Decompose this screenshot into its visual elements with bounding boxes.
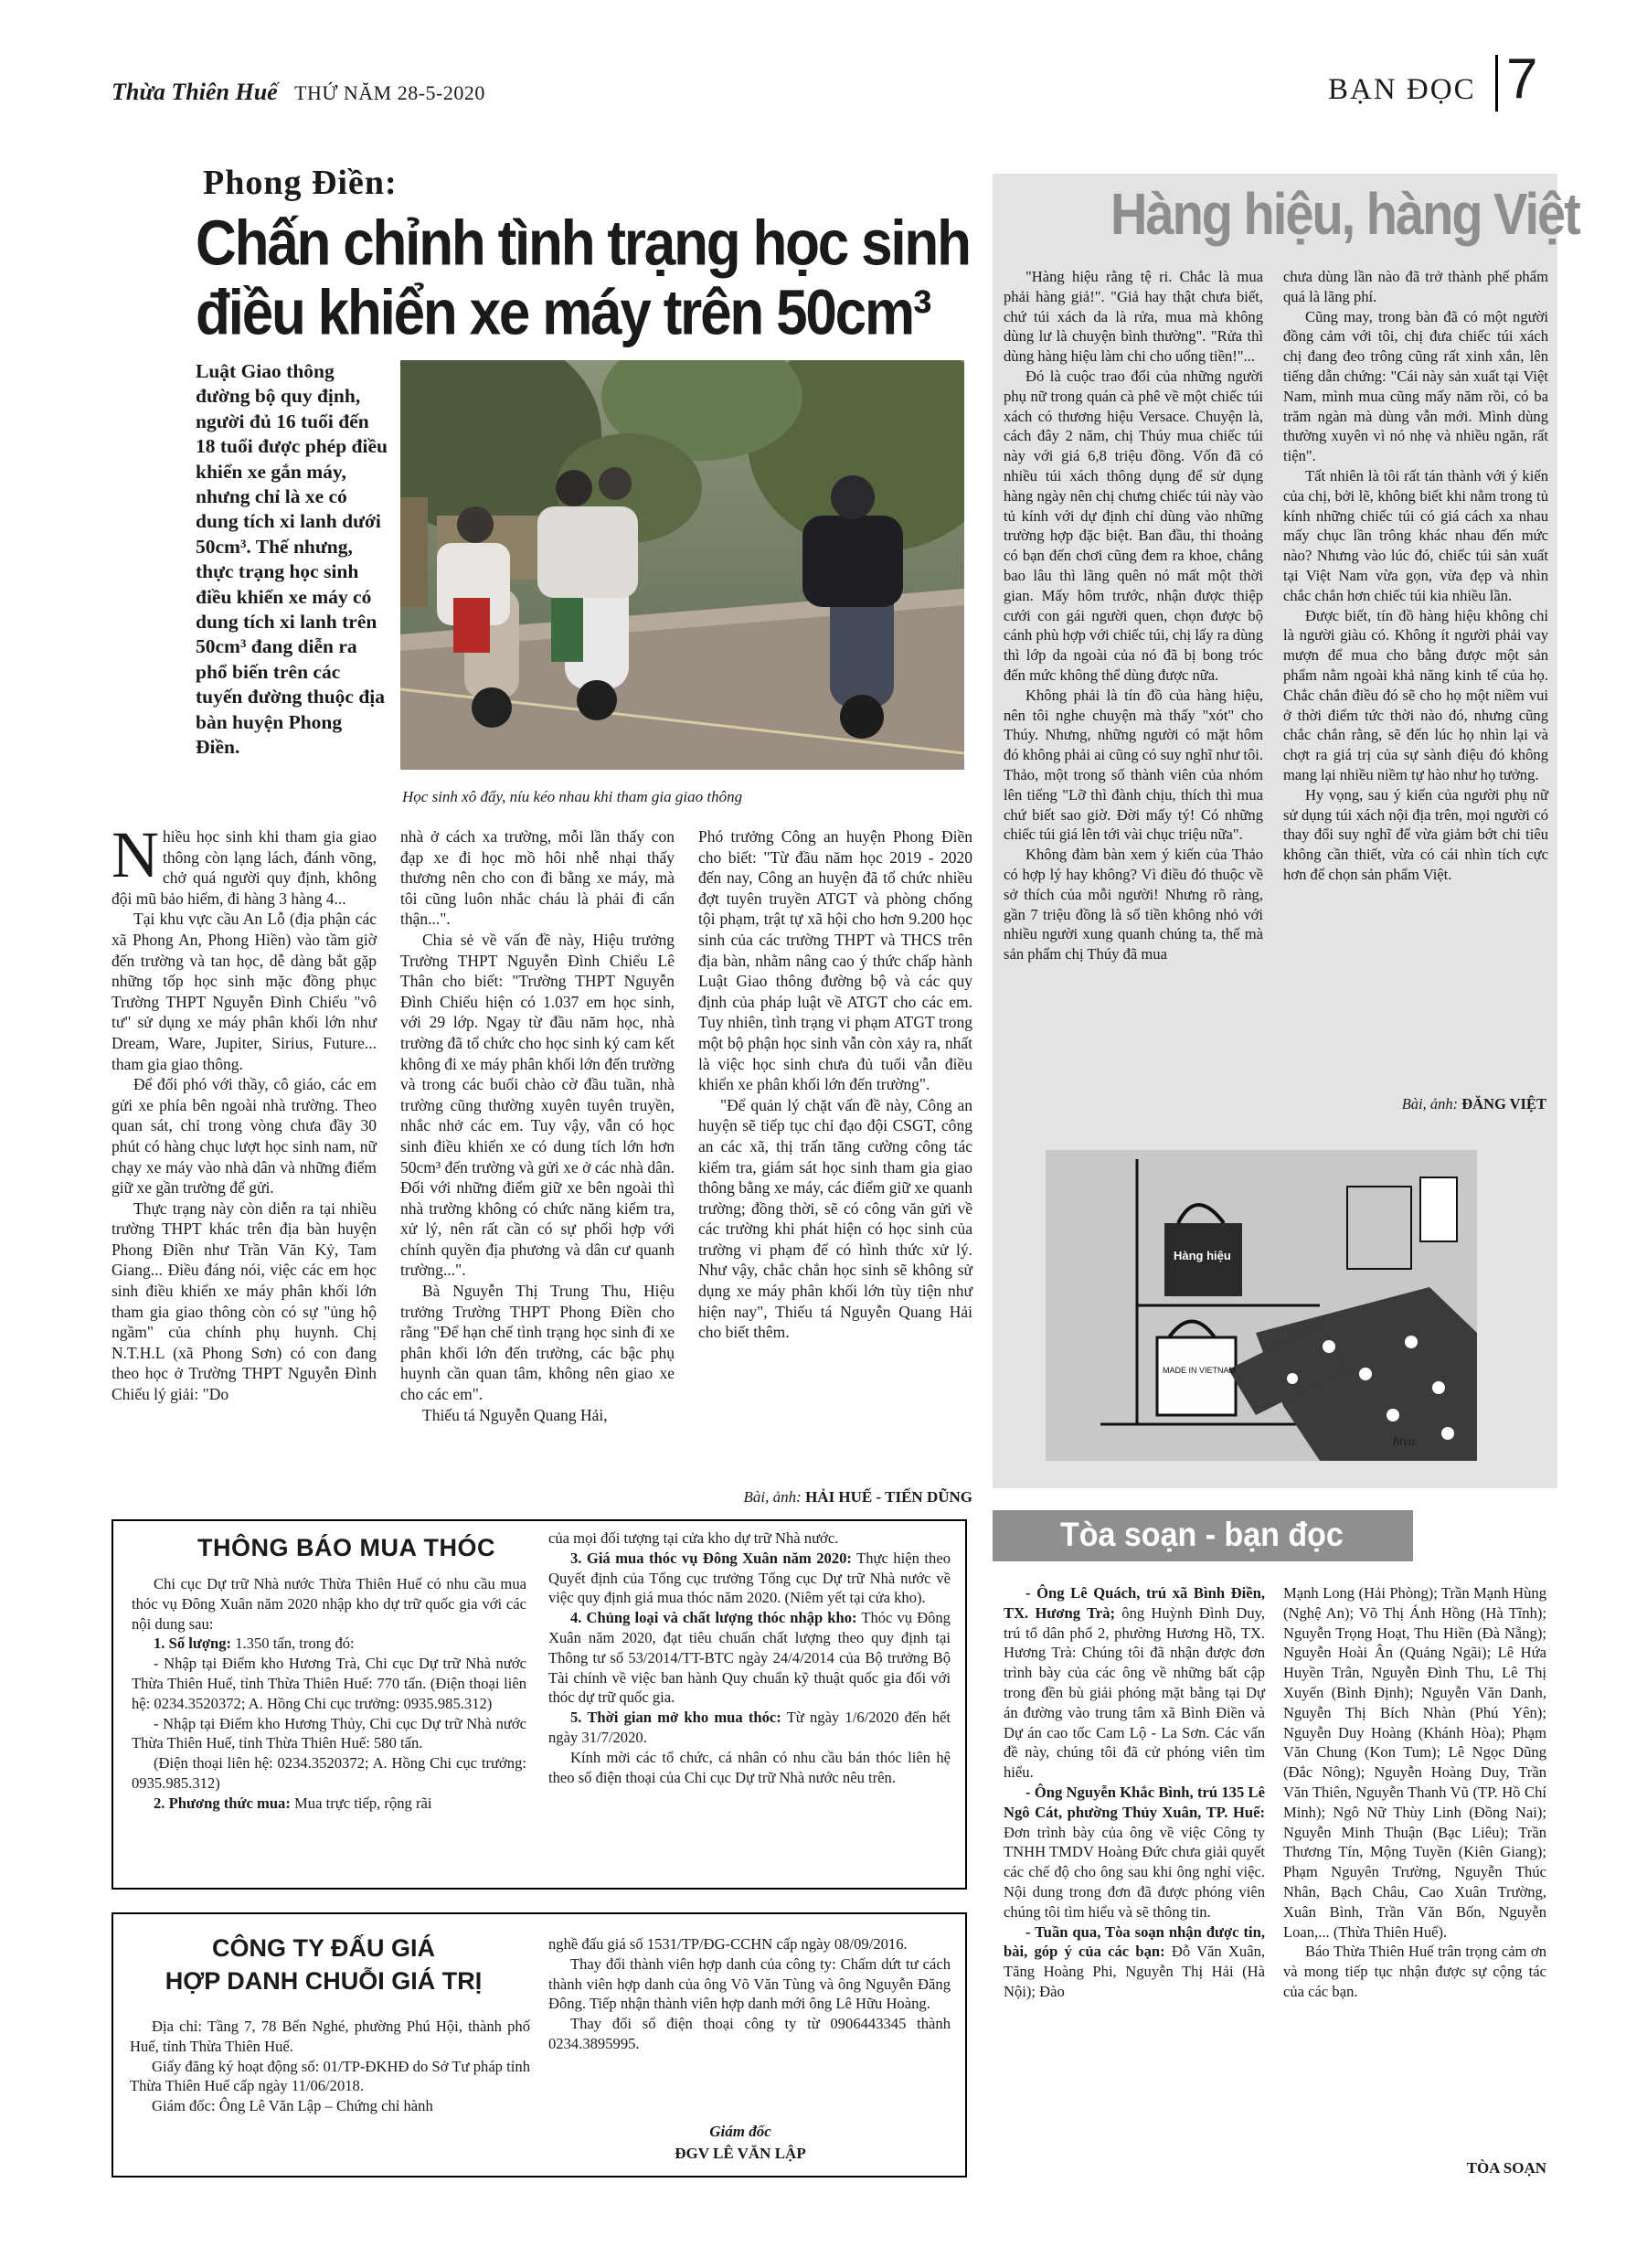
article-paragraph: Phó trưởng Công an huyện Phong Điền cho biết: "Từ đầu năm học 2019 - 2020 đến nay, Công an huyện đã tổ chức nhiều đợt tuyên truyền ATGT và phòng chống tội phạm, trật tự xã hội cho hơn 9.200 học sinh của các trường THPT và THCS trên địa bàn, nhằm nâng cao ý thức chấp hành Luật Giao thông đường bộ và các quy định của pháp luật về ATGT cho các em. Tuy nhiên, tình trạng vi phạm ATGT trong một bộ phận học sinh vẫn còn xảy ra, nhất là việc học sinh chưa đủ tuổi vẫn điều khiển xe phân khối lớn đến trường". (698, 827, 972, 1094)
illustration-signature: htvu (1393, 1435, 1416, 1449)
byline-authors: HẢI HUẾ - TIẾN DŨNG (805, 1488, 972, 1506)
editorial-entry (1004, 1583, 1265, 1783)
article-column-3 (698, 826, 972, 1343)
notice-paragraph: - Nhập tại Điểm kho Hương Thủy, Chi cục Dự trữ Nhà nước Thừa Thiên Huế, tỉnh Thừa Thiên Huế: 580 tấn. (132, 1714, 526, 1752)
byline-label: Bài, ảnh: (743, 1488, 802, 1506)
notice-rice-title: THÔNG BÁO MUA THÓC (197, 1534, 495, 1561)
notice-paragraph: Thay đổi số điện thoại công ty từ 0906443345 thành 0234.3895995. (548, 2015, 951, 2052)
article-title-line1: Chấn chỉnh tình trạng học sinh (196, 208, 970, 280)
section-name: BẠN ĐỌC (1328, 73, 1476, 106)
sidebar-paragraph: Đó là cuộc trao đổi của những người phụ nữ trong quán cà phê về một chiếc túi xách có thương hiệu Versace. Chuyện là, cách đây 2 năm, chị Thúy mua chiếc túi này với giá 6,8 triệu đồng. Vốn đã có nhiều túi xách thông dụng để sử dụng hàng ngày nên chị chưng chiếc túi này vào tủ kính với dự định chỉ dùng vào những trường hợp đặc biệt. Ban đầu, thi thoảng có bạn đến chơi cũng đem ra khoe, chẳng bao lâu thì lãng quên nó mất một thời gian. Mấy hôm trước, nhận được thiệp cưới con gái người quen, chọn được bộ cánh phù hợp với chiếc túi, chị lấy ra dùng thì lớp da ngoài của nó đã bị bong tróc đến mức không thể dùng được nữa. (1004, 367, 1263, 684)
auction-sign-name: ĐGV LÊ VĂN LẬP (675, 2145, 806, 2162)
editorial-text: ông Huỳnh Đình Duy, trú tổ dân phố 2, phường Hương Hồ, TX. Hương Trà: Chúng tôi đã nhận được đơn trình bày của các ông về những bất cập trong đền bù giải phóng mặt bằng tại Dự án đường vào trung tâm xã Bình Điền và Dự án cao tốc Cam Lộ - La Sơn. Các vấn đề này, chúng tôi đã cử phóng viên tìm hiểu. (1004, 1603, 1265, 1782)
notice-paragraph: Kính mời các tổ chức, cá nhân có nhu cầu bán thóc liên hệ theo số điện thoại của Chi cục Dự trữ Nhà nước nêu trên. (548, 1748, 951, 1786)
drop-cap: N (112, 818, 159, 891)
notice-paragraph (548, 1608, 951, 1708)
editorial-entry (1004, 1922, 1265, 2002)
article-kicker: Phong Điền: (203, 164, 398, 202)
illustration-bag2-label: MADE IN VIETNAM (1163, 1366, 1237, 1375)
editorial-title: Tòa soạn - bạn đọc (1060, 1516, 1344, 1554)
article-photo (400, 360, 964, 770)
sidebar-paragraph: Tất nhiên là tôi rất tán thành với ý kiến của chị, bởi lẽ, không biết khi nằm trong tủ kính những chiếc túi có giá cách xa nhau mấy chục lần trông khác nhau đến mức nào? Nhưng vào lúc đó, chiếc túi sản xuất tại Việt Nam vừa gọn, vừa đẹp và nhìn chắc chắn hơn chiếc túi kia nhiều lần. (1283, 466, 1548, 604)
notice-heading: 5. Thời gian mở kho mua thóc: (570, 1709, 781, 1727)
editorial-entry (1004, 1783, 1265, 1922)
article-paragraph: Chia sẻ về vấn đề này, Hiệu trưởng Trường THPT Nguyễn Đình Chiểu Lê Thân cho biết: "Trường THPT Nguyễn Đình Chiểu hiện có 1.037 em học sinh, với 29 lớp. Ngay từ đầu năm học, nhà trường đã tổ chức cho học sinh ký cam kết không đi xe máy phân khối lớn đến trường và trong các buổi chào cờ đầu tuần, nhà trường cũng thường xuyên tuyên truyền, nhắc nhở các em. Tuy vậy, vẫn có học sinh điều khiển xe có dung tích lớn hơn 50cm³ đến trường và gửi xe ở các nhà dân. Đối với những điểm giữ xe bên ngoài thì nhà trường không có chức năng kiểm tra, xử lý, nên rất cần có sự phối hợp với chính quyền địa phương và dân cư quanh trường...". (400, 930, 675, 1280)
auction-sign-title: Giám đốc (709, 2123, 771, 2140)
notice-auction-column-1 (130, 2017, 530, 2116)
sidebar-paragraph: Không phải là tín đồ của hàng hiệu, nên tôi nghe chuyện mà thấy "xót" cho Thúy. Nhưng, những người có mặt hôm đó không phải ai cũng có suy nghĩ như tôi. Thảo, một trong số thành viên của nhóm lên tiếng "Lỡ thì đành chịu, thích thì mua chứ biết sao giờ. Đời mấy tý! Có những chiếc túi giá lên tới vài chục triệu nữa". (1004, 686, 1263, 844)
notice-heading: 4. Chủng loại và chất lượng thóc nhập kho: (570, 1609, 857, 1627)
notice-heading: 3. Giá mua thóc vụ Đông Xuân năm 2020: (570, 1549, 852, 1567)
illustration-bag-label: Hàng hiệu (1174, 1249, 1231, 1262)
notice-auction-box (112, 1912, 967, 2177)
editorial-paragraph: Mạnh Long (Hải Phòng); Trần Mạnh Hùng (Nghệ An); Võ Thị Ánh Hồng (Hà Tĩnh); Nguyễn Trọng Hoạt, Thu Hiền (Đà Nẵng); Nguyễn Hoài Ân (Quảng Ngãi); Lê Hứa Huyền Trân, Nguyễn Đình Thu, Lê Thị Xuyến (Bình Định); Nguyễn Văn Danh, Nguyễn Thị Bích Nhàn (Phú Yên); Nguyễn Duy Hoàng (Khánh Hòa); Phạm Văn Chung (Kon Tum); Lê Ngọc Dũng (Đắc Nông); Nguyễn Hoàng Duy, Trần Văn Thiên, Nguyễn Thanh Vũ (TP. Hồ Chí Minh); Ngô Nữ Thùy Linh (Đồng Nai); Nguyễn Minh Thuận (Bạc Liêu); Trần Thương Tín, Mộng Tuyền (Kiên Giang); Phạm Nguyên Trường, Nguyễn Thúc Nhân, Bạch Châu, Cao Xuân Trường, Xuân Bình, Trần Văn Bốn, Nguyễn Loan,... (Thừa Thiên Huế). (1283, 1584, 1546, 1941)
page-number: 7 (1506, 48, 1538, 111)
page-header (0, 0, 1647, 119)
sidebar-paragraph: Không đàm bàn xem ý kiến của Thảo có hợp lý hay không? Vì điều đó thuộc về sở thích của mỗi người! Nhưng rõ ràng, gần 7 triệu đồng là số tiền không nhỏ với nhiều người xung quanh chúng ta, thế mà sản phẩm chị Thúy đã mua (1004, 846, 1263, 964)
sidebar-title: Hàng hiệu, hàng Việt (1110, 180, 1579, 247)
sidebar-illustration (1046, 1150, 1477, 1461)
article-title-line2: điều khiển xe máy trên 50cm³ (196, 278, 930, 349)
editorial-column-1 (1004, 1583, 1265, 2002)
notice-paragraph (132, 1634, 526, 1654)
sidebar-paragraph: Được biết, tín đồ hàng hiệu không chỉ là người giàu có. Không ít người phải vay mượn để mua cho bằng được một sản phẩm nằm ngoài khả năng kinh tế của họ. Chắc chắn điều đó sẽ cho họ một niềm vui ở thời điểm tức thời nào đó, nhưng cũng chắc chắn rằng, sẽ đến lúc họ nhìn lại và chợt ra giá trị của sự sành điệu đó không mang lại nhiều niềm tự hào như họ tưởng. (1283, 606, 1548, 783)
notice-text: 1.350 tấn, trong đó: (235, 1634, 355, 1653)
notice-heading: 2. Phương thức mua: (154, 1794, 291, 1812)
notice-auction-column-2 (548, 1934, 951, 2054)
byline-author: ĐĂNG VIỆT (1461, 1095, 1546, 1113)
article-paragraph: Thực trạng này còn diễn ra tại nhiều trường THPT khác trên địa bàn huyện Phong Điền như Trần Văn Kỷ, Tam Giang... Điều đáng nói, việc các em học sinh điều khiển xe máy phân khối lớn tham gia giao thông còn có sự "ủng hộ ngầm" của chính phụ huynh. Chị N.T.H.L (xã Phong Sơn) có con đang theo học ở Trường THPT Nguyễn Đình Chiểu lý giải: "Do (112, 1198, 377, 1404)
notice-paragraph: Thay đổi thành viên hợp danh của công ty: Chấm dứt tư cách thành viên hợp danh của ông Võ Văn Tùng và ông Nguyễn Đăng Đông. Tiếp nhận thành viên hợp danh mới ông Lê Hữu Hoàng. (548, 1954, 951, 2013)
editorial-name: - Tuần qua, Tòa soạn nhận được tin, bài, góp ý của các bạn: (1004, 1922, 1265, 1961)
notice-paragraph: (Điện thoại liên hệ: 0234.3520372; A. Hồng Chi cục trưởng: 0935.985.312) (132, 1754, 526, 1792)
article-paragraph: Bà Nguyễn Thị Trung Thu, Hiệu trưởng Trường THPT Phong Điền cho rằng "Để hạn chế tình trạng học sinh đi xe phân khối lớn đến trường, các bậc phụ huynh cần quan tâm, không nên giao xe cho các em". (400, 1282, 675, 1404)
editorial-sign: TÒA SOẠN (1466, 2159, 1546, 2177)
sidebar-column-2 (1283, 267, 1548, 885)
notice-rice-column-2 (548, 1528, 951, 1787)
auction-title-line2: HỢP DANH CHUỖI GIÁ TRỊ (165, 1967, 483, 1995)
article-paragraph: "Để quản lý chặt vấn đề này, Công an huyện sẽ tiếp tục chỉ đạo đội CSGT, công an các xã, thị trấn tăng cường công tác kiểm tra, giám sát học sinh tham gia giao thông bằng xe máy, các điểm giữ xe quanh trường; đồng thời, sẽ có công văn gửi về các trường khi phát hiện có học sinh của trường vi phạm để có hình thức xử lý. Như vậy, chắc chắn học sinh sẽ không sử dụng xe máy phân khối lớn tùy tiện như hiện nay", Thiếu tá Nguyễn Quang Hải cho biết thêm. (698, 1095, 972, 1342)
notice-text: Thực hiện theo Quyết định của Tổng cục trưởng Tổng cục Dự trữ Nhà nước về việc quy định giá mua thóc năm 2020. (Niêm yết tại cửa kho). (548, 1549, 951, 1607)
sidebar-paragraph: chưa dùng lần nào đã trở thành phế phẩm quá là lãng phí. (1283, 268, 1548, 305)
editorial-name: - Ông Lê Quách, trú xã Bình Điền, TX. Hương Trà; (1004, 1584, 1265, 1622)
editorial-paragraph: Báo Thừa Thiên Huế trân trọng cảm ơn và mong tiếp tục nhận được sự cộng tác của các bạn. (1283, 1943, 1546, 2000)
notice-paragraph: Địa chỉ: Tầng 7, 78 Bến Nghé, phường Phú Hội, thành phố Huế, tỉnh Thừa Thiên Huế. (130, 2018, 530, 2055)
notice-text: Mua trực tiếp, rộng rãi (294, 1794, 432, 1812)
notice-text: Từ ngày 1/6/2020 đến hết ngày 31/7/2020. (548, 1709, 951, 1746)
article-byline (698, 1488, 972, 1507)
sidebar-byline (1283, 1095, 1546, 1113)
notice-text: Thóc vụ Đông Xuân năm 2020, đạt tiêu chuẩn chất lượng theo quy định tại Thông tư số 53/2014/TT-BTC ngày 24/4/2014 của Bộ trưởng Bộ Tài chính về việc ban hành Quy chuẩn kỹ thuật quốc gia đối với thóc dự trữ quốc gia. (548, 1609, 951, 1707)
notice-paragraph: Chi cục Dự trữ Nhà nước Thừa Thiên Huế có nhu cầu mua thóc vụ Đông Xuân năm 2020 nhập kho dự trữ quốc gia với các nội dung sau: (132, 1575, 526, 1633)
photo-caption: Học sinh xô đẩy, níu kéo nhau khi tham gia giao thông (402, 788, 743, 805)
paper-name: Thừa Thiên Huế (112, 79, 278, 105)
byline-label: Bài, ảnh: (1401, 1095, 1459, 1113)
editorial-column-2 (1283, 1583, 1546, 2002)
article-paragraph: Thiếu tá Nguyễn Quang Hải, (422, 1405, 608, 1424)
article-paragraph: Tại khu vực cầu An Lỗ (địa phận các xã Phong An, Phong Hiền) vào tầm giờ đến trường và tan học, dễ dàng bắt gặp những tốp học sinh mặc đồng phục Trường THPT Nguyễn Đình Chiểu "vô tư" sử dụng xe máy phân khối lớn như Dream, Ware, Jupiter, Sirius, Future... tham gia giao thông. (112, 910, 377, 1073)
notice-paragraph (548, 1708, 951, 1748)
article-paragraph: nhà ở cách xa trường, mỗi lần thấy con đạp xe đi học mồ hôi nhễ nhại thấy thương nên cho con đi bằng xe máy, mà tôi cũng luôn nhắc cháu là phải đi cẩn thận...". (400, 827, 675, 929)
article-paragraph: Để đối phó với thầy, cô giáo, các em gửi xe phía bên ngoài nhà trường. Theo quan sát, chỉ trong vòng chưa đầy 30 phút có hàng chục lượt học sinh nam, nữ chạy xe máy vào nhà dân và những điểm giữ xe gần trường để gửi. (112, 1075, 377, 1198)
issue-date: THỨ NĂM 28-5-2020 (294, 81, 485, 104)
notice-paragraph (548, 1549, 951, 1608)
sidebar-column-1 (1004, 267, 1263, 964)
notice-paragraph: của mọi đối tượng tại cửa kho dự trữ Nhà nước. (548, 1529, 839, 1547)
article-column-2 (400, 826, 675, 1425)
sidebar-paragraph: "Hàng hiệu rằng tệ ri. Chắc là mua phải hàng giả!". "Giả hay thật chưa biết, chứ túi xách da là rửa, mua mà không dùng lư là chuyện bình thường". "Rửa thì dùng hàng hiệu làm chi cho uổng tiền!"... (1004, 268, 1263, 366)
notice-rice-column-1 (132, 1574, 526, 1814)
sidebar-paragraph: Hy vọng, sau ý kiến của người phụ nữ sử dụng túi xách nội địa trên, mọi người có thay đổi suy nghĩ để vừa giảm bớt chi tiêu không cần thiết, vừa có cái nhìn tích cực hơn để chọn sản phẩm Việt. (1283, 785, 1548, 883)
notice-paragraph: Giấy đăng ký hoạt động số: 01/TP-ĐKHĐ do Sở Tư pháp tỉnh Thừa Thiên Huế cấp ngày 11/06/2018. (130, 2057, 530, 2095)
notice-paragraph: - Nhập tại Điểm kho Hương Trà, Chi cục Dự trữ Nhà nước Thừa Thiên Huế, tỉnh Thừa Thiên Huế: 770 tấn. (Điện thoại liên hệ: 0234.3520372; A. Hồng Chi cục trưởng: 0935.985.312) (132, 1655, 526, 1712)
article-column-1 (112, 818, 377, 1405)
editorial-text: Đơn trình bày của ông về việc Công ty TNHH TMDV Hoàng Đức chưa giải quyết các chế độ cho ông sau khi ông nghỉ việc. Nội dung trong đơn đã được phóng viên chúng tôi tìm hiểu và sẽ thông tin. (1004, 1823, 1265, 1921)
article-lead: Luật Giao thông đường bộ quy định, người đủ 16 tuổi đến 18 tuổi được phép điều khiển xe gắn máy, nhưng chỉ là xe có dung tích xi lanh dưới 50cm³. Thế nhưng, thực trạng học sinh điều khiển xe máy có dung tích xi lanh trên 50cm³ đang diễn ra phổ biến trên các tuyến đường thuộc địa bàn huyện Phong Điền. (196, 360, 388, 759)
notice-rice-box (112, 1519, 967, 1890)
notice-paragraph: Giám đốc: Ông Lê Văn Lập – Chứng chỉ hành (152, 2097, 433, 2115)
notice-heading: 1. Số lượng: (154, 1634, 232, 1653)
notice-paragraph: nghề đấu giá số 1531/TP/ĐG-CCHN cấp ngày 08/09/2016. (548, 1935, 908, 1953)
sidebar-paragraph: Cũng may, trong bàn đã có một người đồng cảm với tôi, chị đưa chiếc túi xách chị đang đeo trông cũng rất xinh xắn, lên tiếng dẫn chứng: "Cái này sản xuất tại Việt Nam, mình mua cũng mấy năm rồi, có ba trăm ngàn mà dùng vẫn mới. Mình dùng thường xuyên vì nó nhẹ và nhiều ngăn, rất tiện". (1283, 307, 1548, 465)
article-paragraph: hiều học sinh khi tham gia giao thông còn lạng lách, đánh võng, chở quá người quy định, không đội mũ bảo hiểm, đi hàng 3 hàng 4... (112, 827, 377, 908)
editorial-text: Đỗ Văn Xuân, Tăng Hoàng Phi, Nguyễn Thị Hải (Hà Nội); Đào (1004, 1943, 1266, 2000)
notice-paragraph (132, 1794, 526, 1814)
editorial-name: - Ông Nguyễn Khắc Bình, trú 135 Lê Ngô Cát, phường Thủy Xuân, TP. Huế: (1004, 1783, 1265, 1821)
auction-title-line1: CÔNG TY ĐẤU GIÁ (211, 1934, 435, 1962)
header-divider (1495, 55, 1498, 112)
